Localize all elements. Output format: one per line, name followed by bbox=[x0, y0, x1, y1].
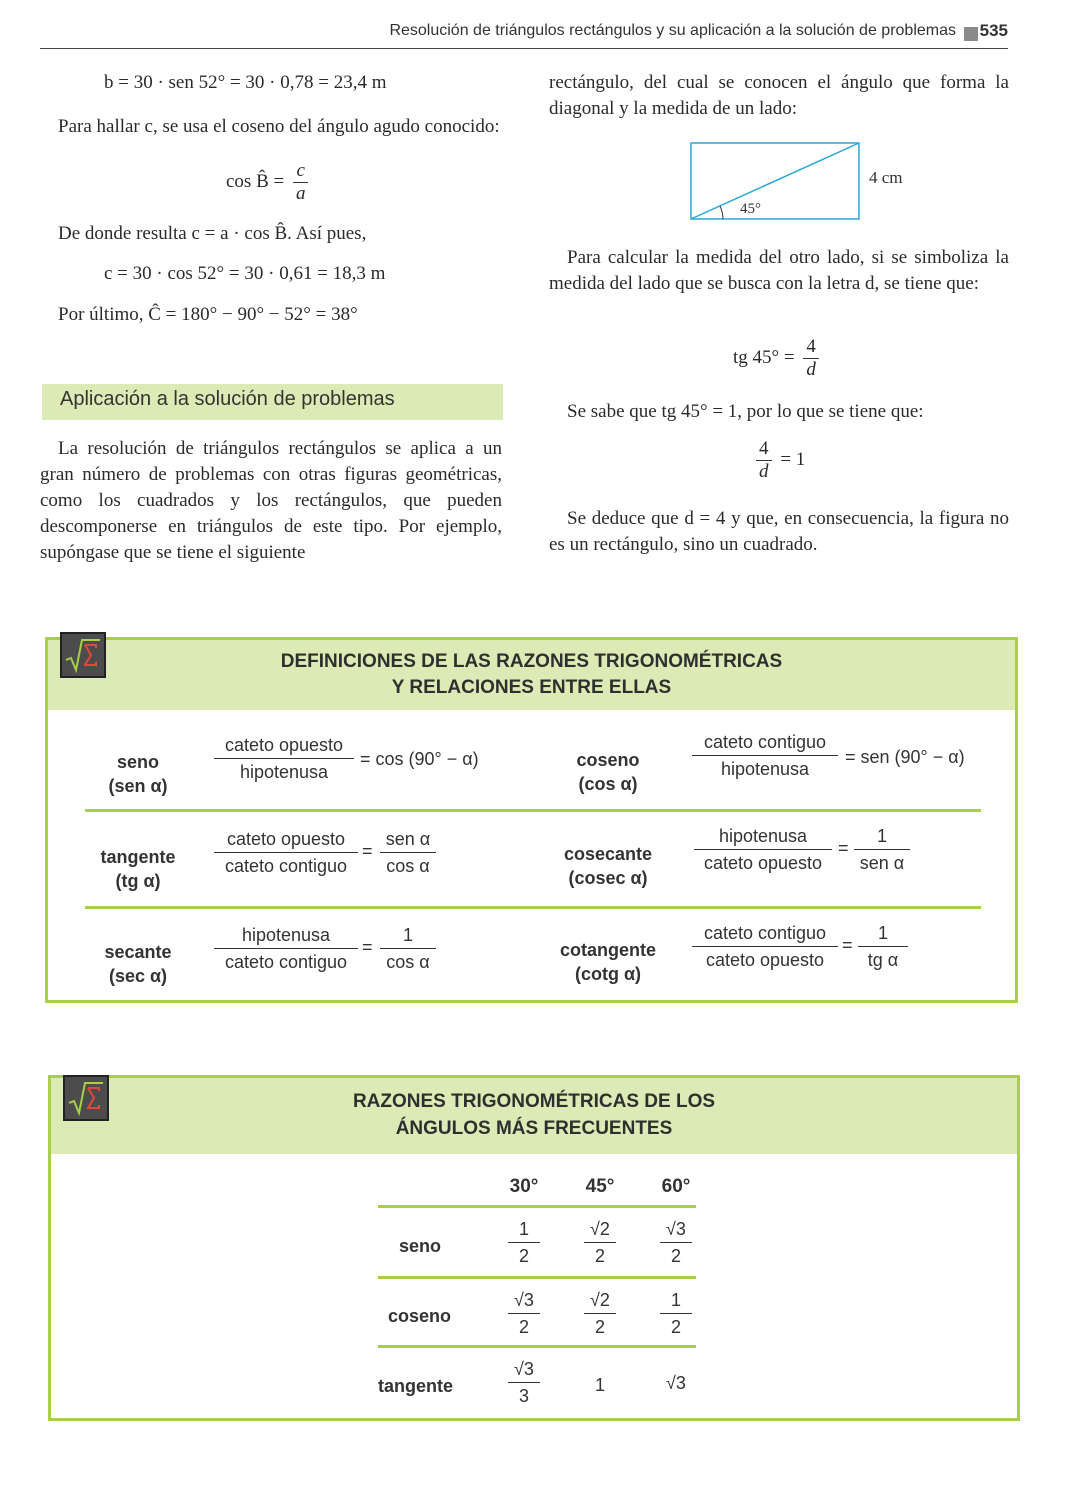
term-name: cosecante bbox=[563, 844, 653, 864]
equals-sign: = bbox=[362, 937, 373, 957]
fraction-secante bbox=[214, 922, 358, 975]
rectangle-diagram bbox=[688, 140, 918, 224]
term-abbr: (cos α) bbox=[578, 774, 638, 794]
page-header bbox=[40, 18, 1008, 49]
row-divider bbox=[85, 809, 981, 812]
row-header-coseno: coseno bbox=[388, 1306, 452, 1326]
term-tangente bbox=[88, 845, 188, 893]
paragraph-rectangulo: rectángulo, del cual se conocen el ángulo que forma la diagonal y la medida de un lado: bbox=[549, 72, 1009, 119]
equation-cos-b bbox=[226, 160, 312, 205]
side-label: 4 cm bbox=[869, 168, 903, 187]
cell-seno-60 bbox=[646, 1216, 706, 1269]
equation-tg45 bbox=[733, 336, 823, 381]
fraction-numerator: c bbox=[293, 160, 309, 183]
cell-numerator: 1 bbox=[508, 1216, 540, 1243]
fraction-coseno bbox=[692, 729, 838, 782]
term-cosecante bbox=[553, 842, 663, 890]
relation-seno: = cos (90° − α) bbox=[360, 749, 479, 769]
fraction-seno bbox=[214, 732, 354, 785]
cell-seno-45 bbox=[570, 1216, 630, 1269]
definitions-title-line2: Y RELACIONES ENTRE ELLAS bbox=[391, 677, 672, 698]
column-header-60: 60° bbox=[661, 1176, 691, 1197]
fraction-numerator: hipotenusa bbox=[214, 922, 358, 949]
term-abbr: (cosec α) bbox=[568, 868, 648, 888]
fraction-numerator: cateto contiguo bbox=[692, 920, 838, 947]
cell-denominator: 2 bbox=[518, 1246, 529, 1266]
section-heading-text: Aplicación a la solución de problemas bbox=[60, 388, 395, 410]
cell-numerator: √2 bbox=[584, 1287, 616, 1314]
paragraph-de-donde: De donde resulta c = a · cos B̂. Así pues, bbox=[58, 223, 367, 244]
equation-4-over-d-eq-1 bbox=[752, 438, 805, 483]
running-title: Resolución de triángulos rectángulos y su aplicación a la solución de problemas bbox=[389, 22, 956, 39]
definitions-box-header bbox=[48, 640, 1015, 710]
cell-denominator: 2 bbox=[518, 1317, 529, 1337]
column-header-45: 45° bbox=[585, 1176, 615, 1197]
definitions-box bbox=[45, 637, 1018, 1003]
fraction-numerator: hipotenusa bbox=[694, 823, 832, 850]
fraction-denominator: cateto contiguo bbox=[224, 952, 348, 972]
fraction-denominator: cos α bbox=[386, 952, 430, 972]
cell-denominator: 2 bbox=[594, 1317, 605, 1337]
row-header-tangente: tangente bbox=[378, 1376, 454, 1396]
cell-seno-30 bbox=[494, 1216, 554, 1269]
row-divider bbox=[85, 906, 981, 909]
term-name: coseno bbox=[576, 750, 640, 770]
term-abbr: (cotg α) bbox=[574, 964, 642, 984]
fraction-denominator: tg α bbox=[867, 950, 899, 970]
fraction-numerator: 4 bbox=[803, 336, 819, 359]
cell-coseno-45 bbox=[570, 1287, 630, 1340]
term-abbr: (sen α) bbox=[108, 776, 168, 796]
common-angles-title-line1: RAZONES TRIGONOMÉTRICAS DE LOS bbox=[352, 1091, 716, 1112]
term-name: cotangente bbox=[559, 940, 656, 960]
equation-cos-b-lhs: cos B̂ = bbox=[226, 170, 285, 192]
equation-b: b = 30 · sen 52° = 30 · 0,78 = 23,4 m bbox=[104, 72, 387, 93]
paragraph-se-deduce: Se deduce que d = 4 y que, en consecuencia, la figura no es un rectángulo, sino un cuadrado. bbox=[549, 508, 1009, 555]
definitions-title-line1: DEFINICIONES DE LAS RAZONES TRIGONOMÉTRICAS bbox=[280, 651, 783, 672]
cell-value: 1 bbox=[594, 1375, 605, 1395]
fraction-numerator: 1 bbox=[380, 922, 436, 949]
cell-numerator: √3 bbox=[660, 1216, 692, 1243]
fraction-cotangente bbox=[692, 920, 838, 973]
paragraph-calcular: Para calcular la medida del otro lado, si se simboliza la medida del lado que se busca con la letra d, se tiene que: bbox=[549, 247, 1009, 294]
fraction-denominator: hipotenusa bbox=[720, 759, 810, 779]
fraction-denominator: a bbox=[295, 183, 306, 204]
cell-tangente-45 bbox=[570, 1372, 630, 1398]
equation-c: c = 30 · cos 52° = 30 · 0,61 = 18,3 m bbox=[104, 263, 386, 284]
term-abbr: (sec α) bbox=[108, 966, 168, 986]
page-number: 535 bbox=[979, 21, 1008, 40]
term-seno bbox=[88, 750, 188, 798]
fraction-denominator: d bbox=[759, 461, 769, 482]
fraction-denominator: cateto opuesto bbox=[703, 853, 823, 873]
cell-numerator: 1 bbox=[660, 1287, 692, 1314]
cell-numerator: √3 bbox=[508, 1356, 540, 1383]
relation-coseno: = sen (90° − α) bbox=[845, 747, 965, 767]
term-cotangente bbox=[553, 938, 663, 986]
cell-value: √3 bbox=[666, 1373, 686, 1393]
term-name: tangente bbox=[100, 847, 176, 867]
fraction-numerator: cateto contiguo bbox=[692, 729, 838, 756]
fraction-denominator: cos α bbox=[386, 856, 430, 876]
header-square-icon bbox=[964, 27, 978, 41]
equals-sign: = bbox=[838, 838, 849, 858]
fraction-numerator: 4 bbox=[756, 438, 772, 461]
fraction-numerator: 1 bbox=[854, 823, 910, 850]
cell-denominator: 2 bbox=[670, 1317, 681, 1337]
math-sigma-icon bbox=[63, 1075, 109, 1121]
cell-numerator: √2 bbox=[584, 1216, 616, 1243]
fraction-tangente bbox=[214, 826, 358, 879]
common-angles-title-line2: ÁNGULOS MÁS FRECUENTES bbox=[395, 1118, 673, 1139]
fraction-cosecante bbox=[694, 823, 832, 876]
row-divider bbox=[378, 1345, 696, 1348]
math-sigma-icon-glyph bbox=[62, 634, 104, 676]
common-angles-box-header bbox=[51, 1078, 1017, 1154]
paragraph-resolucion: La resolución de triángulos rectángulos se aplica a un gran número de problemas con otras figuras geométricas, como los cuadrados y los rectángulos, que pueden descomponerse en triángulos de este tipo. Por ejemplo, supóngase que se tiene el siguiente bbox=[40, 438, 502, 563]
fraction-numerator: cateto opuesto bbox=[214, 826, 358, 853]
fraction-denominator: d bbox=[806, 359, 816, 380]
paragraph-hallar-c: Para hallar c, se usa el coseno del ángulo agudo conocido: bbox=[58, 116, 500, 137]
column-header-30: 30° bbox=[509, 1176, 539, 1197]
fraction-1-over-cos bbox=[380, 922, 436, 975]
fraction-1-over-sen bbox=[854, 823, 910, 876]
angle-label: 45° bbox=[740, 201, 761, 217]
cell-denominator: 2 bbox=[594, 1246, 605, 1266]
cell-denominator: 2 bbox=[670, 1246, 681, 1266]
cell-numerator: √3 bbox=[508, 1287, 540, 1314]
fraction-denominator: hipotenusa bbox=[239, 762, 329, 782]
term-name: seno bbox=[116, 752, 159, 772]
equation-tg45-lhs: tg 45° = bbox=[733, 346, 795, 368]
equals-sign: = bbox=[362, 841, 373, 861]
angle-arc bbox=[720, 206, 723, 219]
fraction-4-over-d bbox=[803, 336, 819, 381]
diagonal-line bbox=[691, 143, 859, 219]
cell-coseno-30 bbox=[494, 1287, 554, 1340]
fraction-numerator: sen α bbox=[380, 826, 436, 853]
math-sigma-icon bbox=[60, 632, 106, 678]
fraction-denominator: cateto opuesto bbox=[705, 950, 825, 970]
term-coseno bbox=[558, 748, 658, 796]
fraction-denominator: cateto contiguo bbox=[224, 856, 348, 876]
fraction-1-over-tg bbox=[858, 920, 908, 973]
equation-rhs: = 1 bbox=[780, 448, 806, 470]
paragraph-por-ultimo: Por último, Ĉ = 180° − 90° − 52° = 38° bbox=[58, 304, 358, 325]
cell-tangente-30 bbox=[494, 1356, 554, 1409]
term-name: secante bbox=[104, 942, 172, 962]
term-abbr: (tg α) bbox=[115, 871, 161, 891]
paragraph-se-sabe: Se sabe que tg 45° = 1, por lo que se tiene que: bbox=[567, 401, 924, 422]
row-divider bbox=[378, 1205, 696, 1208]
cell-denominator: 3 bbox=[518, 1386, 529, 1406]
fraction-denominator: sen α bbox=[859, 853, 905, 873]
fraction-numerator: 1 bbox=[858, 920, 908, 947]
row-header-seno: seno bbox=[399, 1236, 442, 1256]
row-divider bbox=[378, 1276, 696, 1279]
term-secante bbox=[88, 940, 188, 988]
common-angles-box bbox=[48, 1075, 1020, 1421]
fraction-numerator: cateto opuesto bbox=[214, 732, 354, 759]
fraction-4-over-d-2 bbox=[756, 438, 772, 483]
math-sigma-icon-glyph bbox=[65, 1077, 107, 1119]
section-heading bbox=[42, 384, 503, 420]
cell-tangente-60 bbox=[646, 1370, 706, 1396]
fraction-c-over-a bbox=[293, 160, 309, 205]
cell-coseno-60 bbox=[646, 1287, 706, 1340]
equals-sign: = bbox=[842, 935, 853, 955]
fraction-sen-over-cos bbox=[380, 826, 436, 879]
